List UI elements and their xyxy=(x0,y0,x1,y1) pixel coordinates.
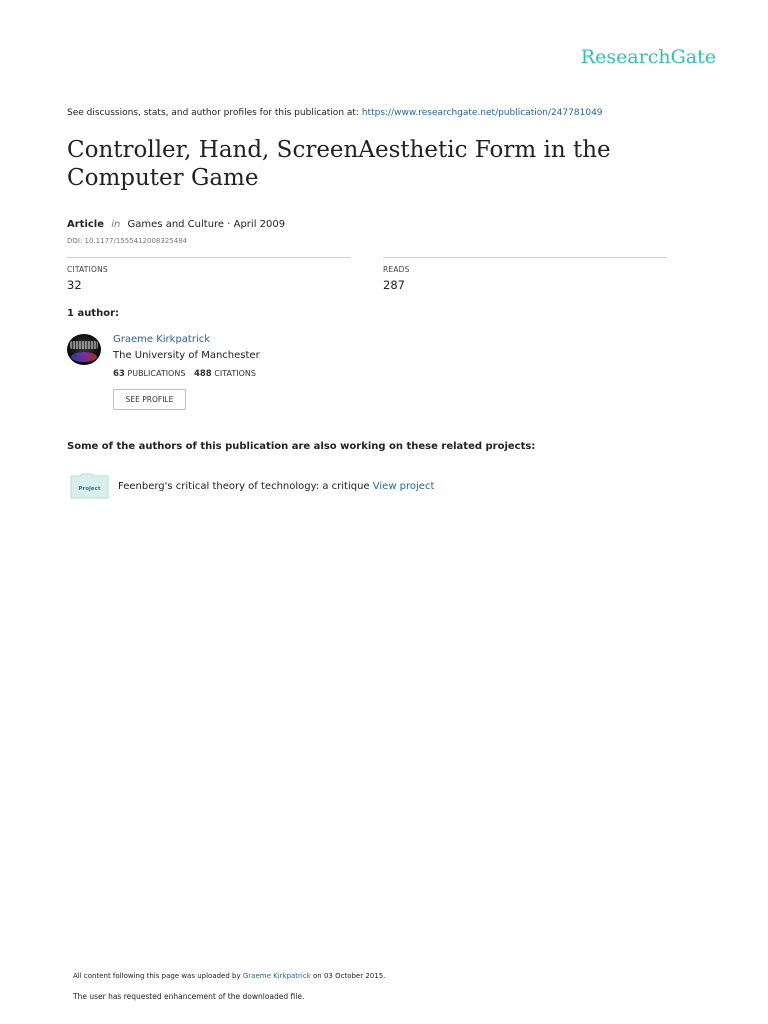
project-title: Feenberg's critical theory of technology: a critique xyxy=(118,481,370,492)
upload-prefix: All content following this page was uploaded by xyxy=(73,972,241,980)
publication-url-link[interactable]: https://www.researchgate.net/publication/247781049 xyxy=(361,108,603,118)
reads-label: READS xyxy=(383,265,410,274)
author-citations-label: CITATIONS xyxy=(214,369,256,378)
citations-value: 32 xyxy=(67,278,82,292)
publication-title: Controller, Hand, ScreenAesthetic Form in the Computer Game xyxy=(67,137,611,191)
author-avatar[interactable] xyxy=(67,334,101,365)
author-publications-label: PUBLICATIONS xyxy=(127,369,186,378)
researchgate-logo[interactable]: ResearchGate xyxy=(580,46,716,68)
upload-notice xyxy=(73,972,385,980)
project-folder-icon[interactable] xyxy=(70,473,109,499)
author-citations-count: 488 xyxy=(193,369,212,379)
publication-meta xyxy=(67,219,285,230)
avatar-image-band xyxy=(70,341,98,349)
view-project-link[interactable]: View project xyxy=(372,481,435,492)
authors-heading: 1 author: xyxy=(67,308,120,319)
publication-type: Article xyxy=(67,219,105,230)
reads-divider xyxy=(383,257,667,258)
see-profile-button[interactable]: SEE PROFILE xyxy=(113,389,186,410)
project-icon-label: Project xyxy=(78,486,101,492)
profile-notice-text: See discussions, stats, and author profiles for this publication at: xyxy=(67,108,359,118)
avatar-image-glow xyxy=(71,352,97,362)
citations-divider xyxy=(67,257,351,258)
author-name-link[interactable]: Graeme Kirkpatrick xyxy=(113,334,211,345)
enhancement-notice: The user has requested enhancement of the downloaded file. xyxy=(73,992,305,1001)
citations-label: CITATIONS xyxy=(67,265,108,274)
profile-notice xyxy=(67,108,603,118)
doi: DOI: 10.1177/1555412008325484 xyxy=(67,237,188,245)
author-stats xyxy=(113,369,256,379)
related-project-item xyxy=(118,481,434,492)
author-publications-count: 63 xyxy=(113,369,125,379)
author-institution: The University of Manchester xyxy=(113,350,260,361)
reads-value: 287 xyxy=(383,278,405,292)
venue-date: Games and Culture · April 2009 xyxy=(127,219,286,230)
in-label: in xyxy=(111,219,121,230)
upload-suffix: on 03 October 2015. xyxy=(313,972,386,980)
uploader-link[interactable]: Graeme Kirkpatrick xyxy=(242,972,311,980)
related-projects-heading: Some of the authors of this publication are also working on these related projects: xyxy=(67,441,536,452)
